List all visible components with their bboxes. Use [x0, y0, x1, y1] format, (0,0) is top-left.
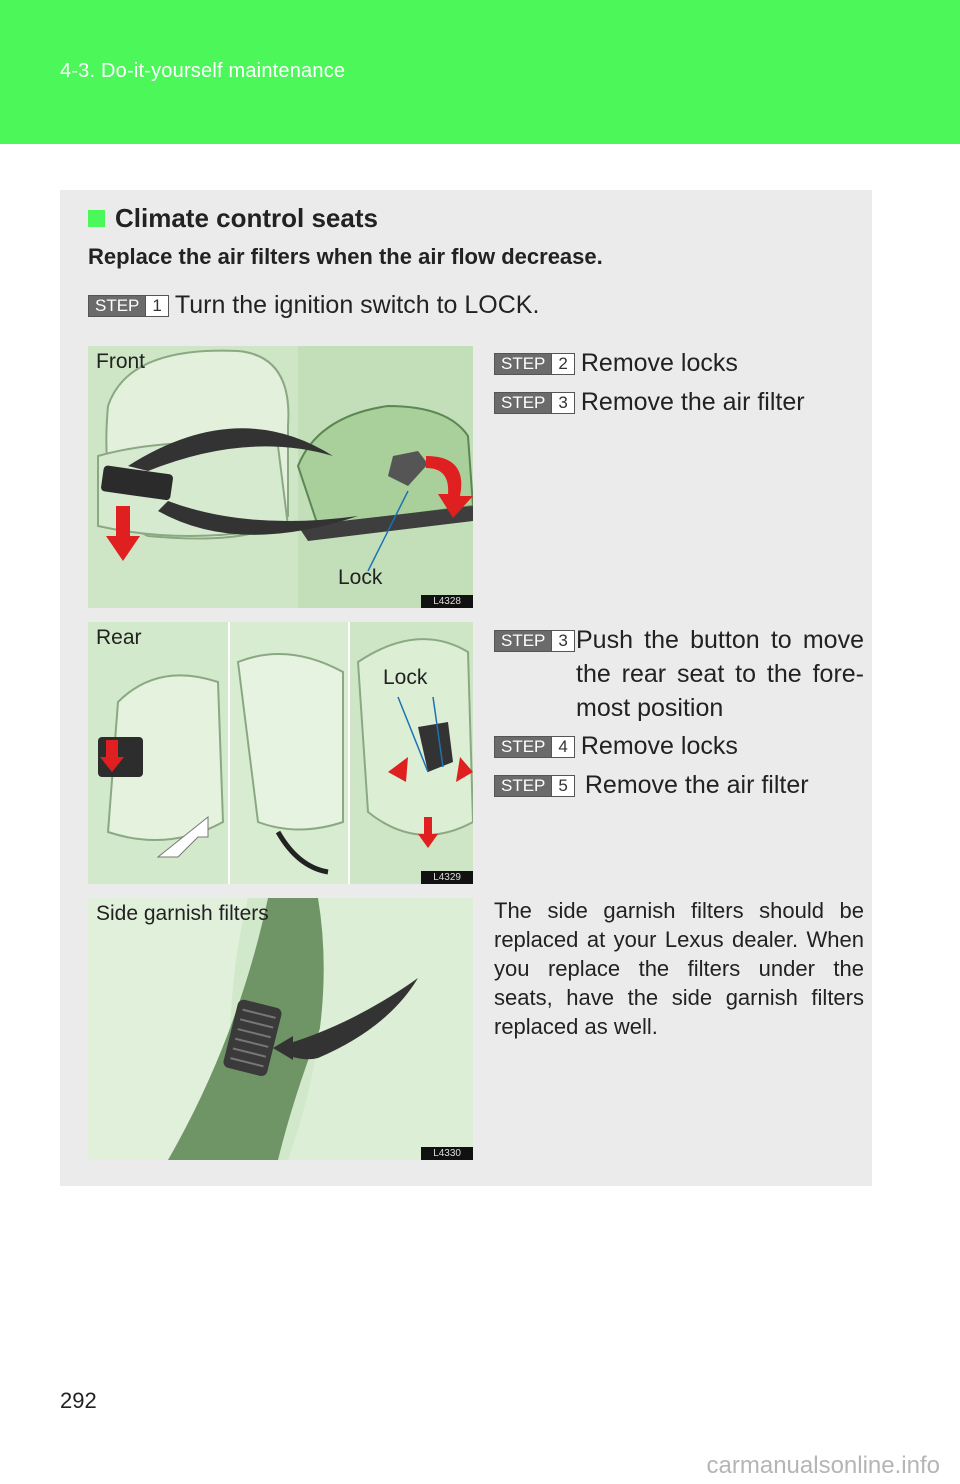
front-seat-illustration — [88, 346, 473, 608]
side-label: Side garnish filters — [96, 902, 269, 925]
rear-seat-illustration — [88, 622, 473, 884]
step-text: Remove locks — [580, 349, 738, 377]
section-title-text: Climate control seats — [115, 203, 378, 233]
front-seat-image — [88, 346, 473, 608]
step-text-line-2: the rear seat to the fore- — [576, 660, 864, 688]
step-5-rear — [494, 771, 809, 800]
step-2-front — [494, 349, 738, 378]
step-badge: STEP 3 — [494, 392, 575, 414]
watermark: carmanualsonline.info — [706, 1452, 940, 1479]
page-header — [0, 0, 960, 144]
step-text-line-3: most position — [576, 694, 724, 722]
step-4-rear — [494, 732, 738, 761]
section-title — [88, 203, 378, 234]
rear-lock-label: Lock — [383, 666, 428, 689]
step-3-rear — [494, 625, 581, 652]
step-text: Remove the air filter — [580, 388, 805, 416]
front-image-code: L4328 — [421, 595, 473, 608]
rear-label: Rear — [96, 626, 142, 649]
step-text: Turn the ignition switch to LOCK. — [174, 291, 540, 319]
side-garnish-paragraph: The side garnish filters should be replaced at your Lexus dealer. When you replace the filters under the seats, have the side garnish filters replaced as well. — [494, 898, 864, 1039]
front-label: Front — [96, 350, 146, 373]
side-image-code: L4330 — [421, 1147, 473, 1160]
step-3-front — [494, 388, 805, 417]
step-badge: STEP 5 — [494, 775, 575, 797]
front-lock-label: Lock — [338, 566, 383, 589]
step-text-line-1: Push the button to move — [576, 626, 864, 654]
side-garnish-image — [88, 898, 473, 1160]
step-text: Remove the air filter — [584, 771, 809, 799]
section-intro: Replace the air filters when the air flow decrease. — [88, 244, 603, 269]
bullet-square-icon — [88, 210, 105, 227]
section-breadcrumb: 4-3. Do-it-yourself maintenance — [60, 60, 346, 82]
step-text: Remove locks — [580, 732, 738, 760]
step-badge: STEP 4 — [494, 736, 575, 758]
step-badge: STEP 2 — [494, 353, 575, 375]
step-1 — [88, 291, 539, 320]
step-badge: STEP 1 — [88, 295, 169, 317]
side-garnish-illustration — [88, 898, 473, 1160]
page-number: 292 — [60, 1388, 97, 1413]
step-badge: STEP 3 — [494, 630, 575, 652]
rear-seat-image — [88, 622, 473, 884]
rear-image-code: L4329 — [421, 871, 473, 884]
